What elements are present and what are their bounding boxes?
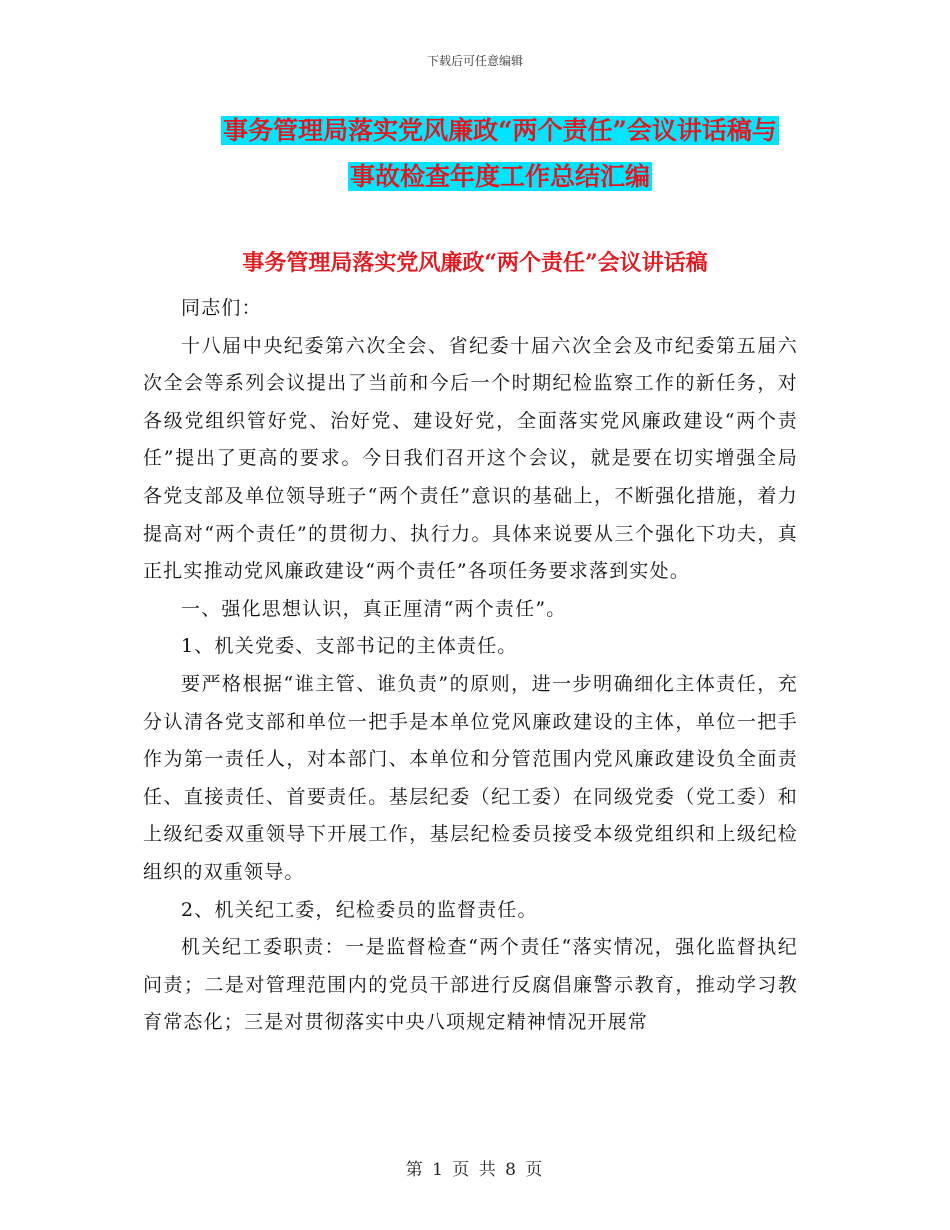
paragraph: 要严格根据“谁主管、谁负责”的原则，进一步明确细化主体责任，充分认清各党支部和单位一把手是本单位党风廉政建设的主体，单位一把手作为第一责任人，对本部门、本单位和分管范围内党风廉政建设负全面责任、直接责任、首要责任。基层纪委（纪工委）在同级党委（党工委）和上级纪委双重领导下开展工作，基层纪检委员接受本级党组织和上级纪检组织的双重领导。 — [143, 672, 798, 883]
subsection-heading: 2、机关纪工委，纪检委员的监督责任。 — [181, 898, 538, 921]
salutation: 同志们： — [181, 297, 262, 319]
header-note: 下载后可任意编辑 — [426, 54, 523, 68]
paragraph: 十八届中央纪委第六次全会、省纪委十届六次全会及市纪委第五届六次全会等系列会议提出了当前和今后一个时期纪检监察工作的新任务，对各级党组织管好党、治好党、建设好党，全面落实党风廉政建设“两个责任”提出了更高的要求。今日我们召开这个会议，就是要在切实增强全局各党支部及单位领导班子“两个责任”意识的基础上，不断强化措施，着力提高对“两个责任”的贯彻力、执行力。具体来说要从三个强化下功夫，真正扎实推动党风廉政建设“两个责任”各项任务要求落到实处。 — [143, 334, 798, 583]
page-number: 第 1 页 共 8 页 — [405, 1160, 545, 1180]
body-text — [143, 290, 798, 1042]
section-heading: 一、强化思想认识，真正厘清“两个责任”。 — [181, 597, 567, 620]
paragraph: 机关纪工委职责：一是监督检查“两个责任“落实情况，强化监督执纪问责；二是对管理范围内的党员干部进行反腐倡廉警示教育，推动学习教育常态化；三是对贯彻落实中央八项规定精神情况开展常 — [143, 936, 798, 1034]
subsection-heading: 1、机关党委、支部书记的主体责任。 — [181, 635, 518, 658]
document-title — [140, 108, 860, 200]
document-title-line-2: 事故检查年度工作总结汇编 — [349, 162, 650, 191]
section-title: 事务管理局落实党风廉政“两个责任”会议讲话稿 — [242, 250, 708, 276]
document-title-line-1: 事务管理局落实党风廉政“两个责任”会议讲话稿与 — [223, 116, 777, 145]
